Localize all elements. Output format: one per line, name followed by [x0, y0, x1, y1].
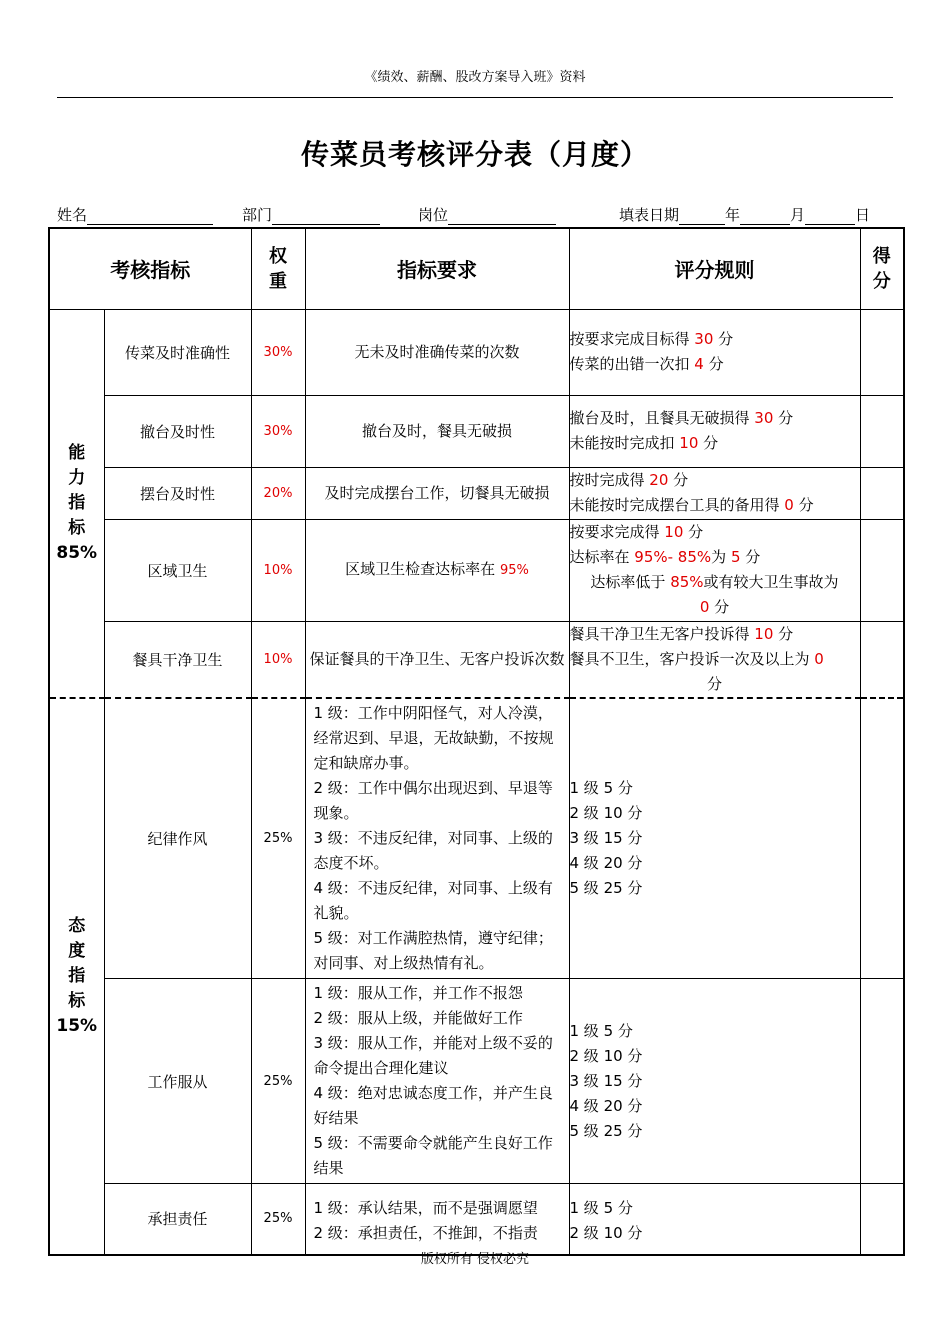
scoring-rule: 餐具干净卫生无客户投诉得 10 分 餐具不卫生，客户投诉一次及以上为 0 分	[569, 621, 860, 698]
scoring-rule: 1 级 5 分 2 级 10 分 3 级 15 分 4 级 20 分 5 级 25 分	[569, 979, 860, 1184]
table-row	[49, 979, 904, 1184]
indicator-weight: 30%	[251, 395, 305, 467]
score-cell[interactable]	[860, 395, 904, 467]
indicator-requirement: 区域卫生检查达标率在 95%	[305, 519, 569, 621]
score-cell[interactable]	[860, 519, 904, 621]
score-cell[interactable]	[860, 621, 904, 698]
table-row	[49, 621, 904, 698]
indicator-requirement: 1 级：承认结果，而不是强调愿望 2 级：承担责任，不推卸，不指责	[305, 1184, 569, 1255]
header-score: 得 分	[860, 228, 904, 309]
table-row	[49, 698, 904, 979]
header-rule	[57, 97, 893, 98]
indicator-weight: 25%	[251, 979, 305, 1184]
indicator-requirement: 及时完成摆台工作，切餐具无破损	[305, 467, 569, 519]
table-row	[49, 309, 904, 395]
indicator-weight: 10%	[251, 621, 305, 698]
indicator-weight: 10%	[251, 519, 305, 621]
indicator-name: 餐具干净卫生	[104, 621, 251, 698]
score-cell[interactable]	[860, 467, 904, 519]
table-header-row	[49, 228, 904, 309]
evaluation-table	[48, 227, 905, 1256]
indicator-weight: 25%	[251, 1184, 305, 1255]
category-attitude: 态 度 指 标 15%	[49, 698, 104, 1255]
name-label: 姓名	[57, 206, 88, 224]
table-row	[49, 395, 904, 467]
scoring-rule: 撤台及时，且餐具无破损得 30 分 未能按时完成扣 10 分	[569, 395, 860, 467]
indicator-name: 撤台及时性	[104, 395, 251, 467]
indicator-requirement: 保证餐具的干净卫生、无客户投诉次数	[305, 621, 569, 698]
day-field[interactable]	[805, 210, 855, 225]
day-label: 日	[855, 206, 871, 224]
indicator-requirement: 无未及时准确传菜的次数	[305, 309, 569, 395]
header-rule: 评分规则	[569, 228, 860, 309]
scoring-rule: 1 级 5 分 2 级 10 分 3 级 15 分 4 级 20 分 5 级 25 分	[569, 698, 860, 979]
score-cell[interactable]	[860, 1184, 904, 1255]
footer-copyright: 版权所有 侵权必究	[420, 1252, 530, 1267]
post-field[interactable]	[448, 210, 556, 225]
page-title: 传菜员考核评分表（月度）	[300, 138, 649, 171]
category-ability: 能 力 指 标 85%	[49, 309, 104, 698]
date-label: 填表日期	[619, 206, 680, 224]
scoring-rule: 按要求完成得 10 分 达标率在 95%- 85%为 5 分 达标率低于 85%或有较大卫生事故为 0 分	[569, 519, 860, 621]
name-field[interactable]	[87, 210, 213, 225]
dept-label: 部门	[242, 206, 273, 224]
scoring-rule: 按时完成得 20 分 未能按时完成摆台工具的备用得 0 分	[569, 467, 860, 519]
indicator-name: 工作服从	[104, 979, 251, 1184]
indicator-requirement: 1 级：服从工作，并工作不报怨 2 级：服从上级，并能做好工作 3 级：服从工作，并能对上级不妥的命令提出合理化建议 4 级：绝对忠诚态度工作，并产生良好结果 5 级：不需要命令就能产生良好工作结果	[305, 979, 569, 1184]
indicator-name: 传菜及时准确性	[104, 309, 251, 395]
indicator-name: 承担责任	[104, 1184, 251, 1255]
indicator-name: 区域卫生	[104, 519, 251, 621]
score-cell[interactable]	[860, 979, 904, 1184]
year-label: 年	[725, 206, 741, 224]
indicator-requirement: 1 级：工作中阴阳怪气，对人冷漠，经常迟到、早退，无故缺勤，不按规定和缺席办事。 2 级：工作中偶尔出现迟到、早退等现象。 3 级：不违反纪律，对同事、上级的态度不坏。 4 级：不违反纪律，对同事、上级有礼貌。 5 级：对工作满腔热情，遵守纪律；对同事、对上级热情有礼。	[305, 698, 569, 979]
month-field[interactable]	[740, 210, 790, 225]
indicator-requirement: 撤台及时，餐具无破损	[305, 395, 569, 467]
month-label: 月	[790, 206, 806, 224]
table-row	[49, 1184, 904, 1255]
indicator-name: 摆台及时性	[104, 467, 251, 519]
header-note: 《绩效、薪酬、股改方案导入班》资料	[364, 70, 586, 85]
scoring-rule: 1 级 5 分 2 级 10 分	[569, 1184, 860, 1255]
indicator-weight: 30%	[251, 309, 305, 395]
indicator-weight: 25%	[251, 698, 305, 979]
header-indicator: 考核指标	[49, 228, 251, 309]
indicator-weight: 20%	[251, 467, 305, 519]
score-cell[interactable]	[860, 309, 904, 395]
indicator-name: 纪律作风	[104, 698, 251, 979]
scoring-rule: 按要求完成目标得 30 分 传菜的出错一次扣 4 分	[569, 309, 860, 395]
dept-field[interactable]	[272, 210, 380, 225]
table-row	[49, 519, 904, 621]
table-row	[49, 467, 904, 519]
score-cell[interactable]	[860, 698, 904, 979]
header-weight: 权 重	[251, 228, 305, 309]
header-requirement: 指标要求	[305, 228, 569, 309]
year-field[interactable]	[679, 210, 725, 225]
post-label: 岗位	[418, 206, 449, 224]
